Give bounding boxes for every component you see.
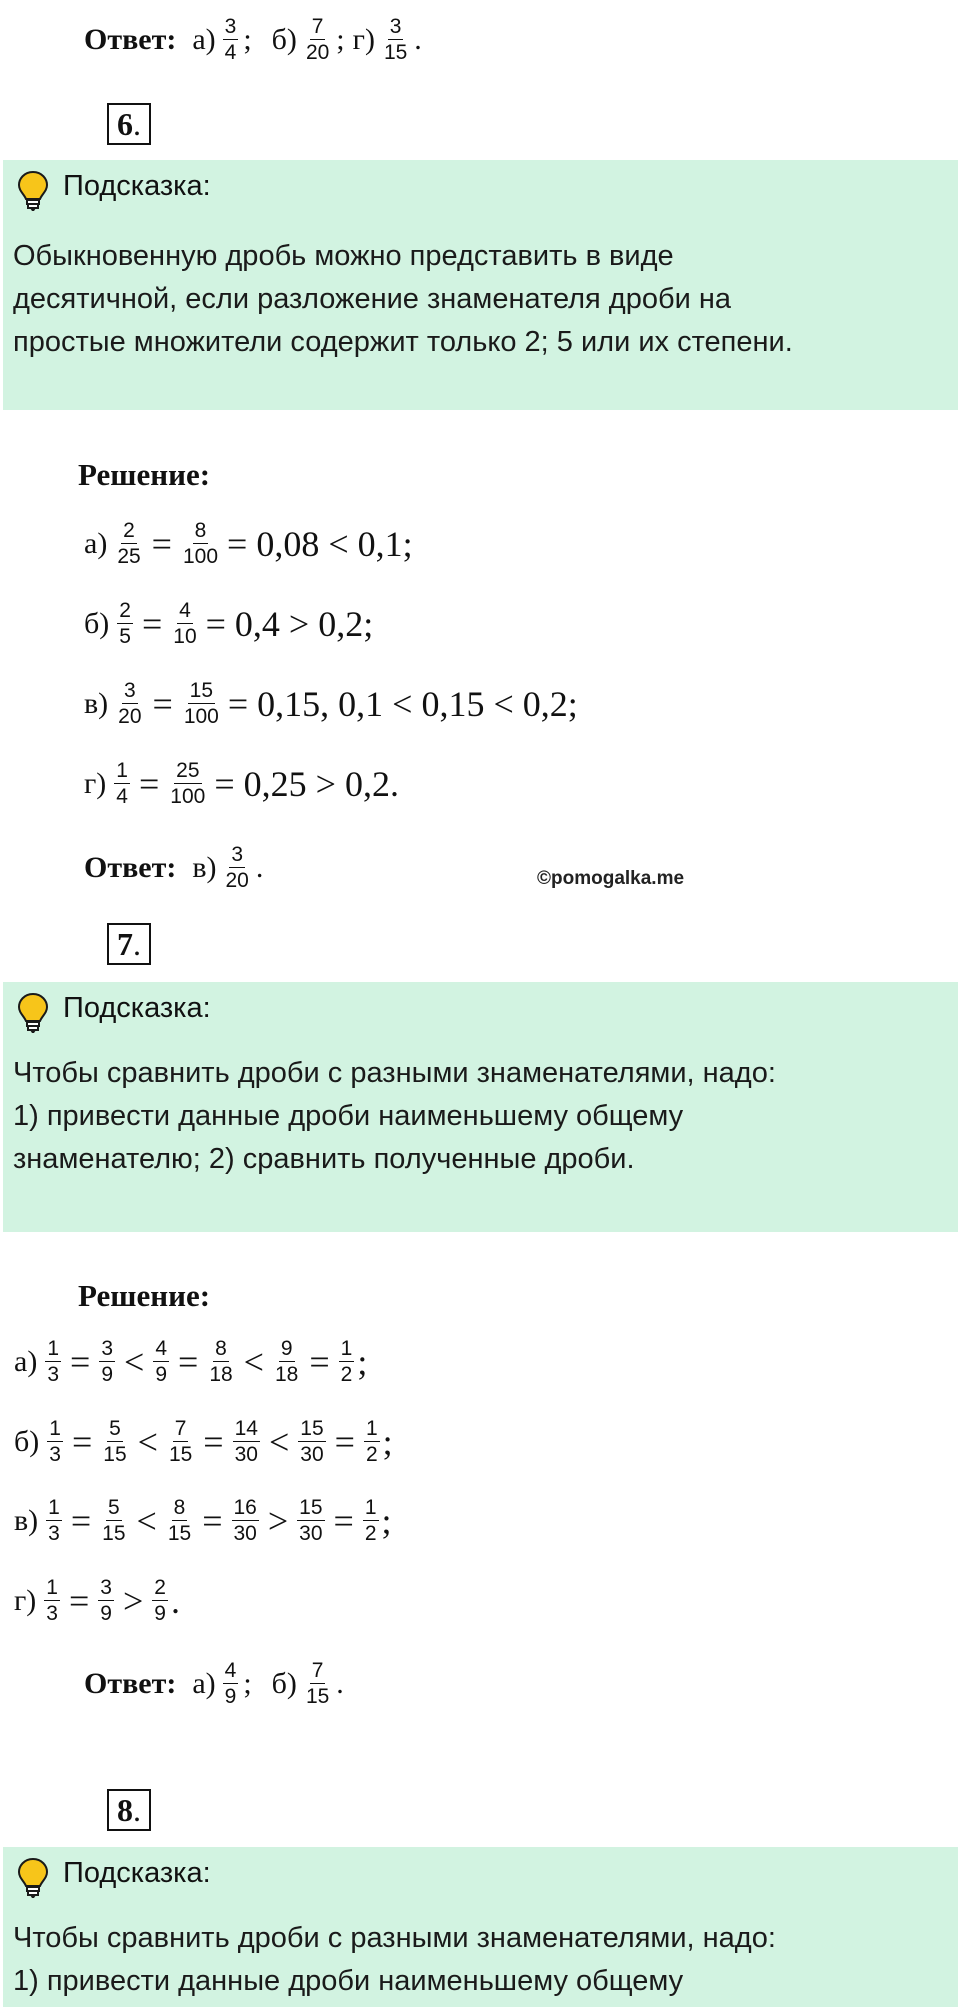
fraction: $\frac{1}{3}$ xyxy=(47,1337,59,1387)
fraction: $\frac{15}{100}$ xyxy=(183,679,219,729)
fraction: $\frac{16}{30}$ xyxy=(233,1496,257,1546)
answer-word: Ответ: xyxy=(84,850,177,884)
solution-line: б) $\frac{1}{3}$ = $\frac{5}{15}$ < $\frac{7}{15}$ = $\frac{14}{30}$ < $\frac{15}{30}$ = $\frac{1}{2}$ ; xyxy=(14,1417,393,1467)
lightbulb-icon xyxy=(17,992,49,1034)
fraction: $\frac{4}{10}$ xyxy=(173,599,197,649)
task-number-7: 7 . xyxy=(107,923,151,965)
solution-title: Решение: xyxy=(78,457,211,492)
fraction: $\frac{15}{30}$ xyxy=(299,1496,323,1546)
fraction: $\frac{1}{2}$ xyxy=(365,1417,378,1467)
fraction: $\frac{1}{2}$ xyxy=(340,1337,353,1387)
answer-word: Ответ: xyxy=(84,1666,177,1700)
fraction: $\frac{25}{100}$ xyxy=(170,759,206,809)
fraction: $\frac{7}{15}$ xyxy=(168,1417,193,1467)
fraction: $\frac{4}{9}$ xyxy=(155,1337,167,1387)
fraction: $\frac{1}{3}$ xyxy=(48,1496,60,1546)
fraction: $\frac{1}{2}$ xyxy=(364,1496,377,1546)
solution-line-a: а) $\frac{2}{25}$ = $\frac{8}{100}$ = 0,08 < 0,1; xyxy=(84,519,413,569)
hint-title: Подсказка: xyxy=(63,992,211,1024)
solution-line-d: г) $\frac{1}{4}$ = $\frac{25}{100}$ = 0,25 > 0,2. xyxy=(84,759,399,809)
answer-label: б) xyxy=(271,22,297,56)
fraction: $\frac{5}{15}$ xyxy=(102,1496,126,1546)
fraction: $\frac{2}{5}$ xyxy=(119,599,131,649)
fraction: $\frac{9}{18}$ xyxy=(274,1337,299,1387)
fraction: $\frac{2}{25}$ xyxy=(117,519,141,569)
lightbulb-icon xyxy=(17,1857,49,1899)
answer-label: б) xyxy=(271,1666,297,1700)
solution-line: в) $\frac{1}{3}$ = $\frac{5}{15}$ < $\frac{8}{15}$ = $\frac{16}{30}$ > $\frac{15}{30}$ = $\frac{1}{2}$ ; xyxy=(14,1496,392,1546)
fraction: $\frac{1}{3}$ xyxy=(49,1417,61,1467)
solution-line: г) $\frac{1}{3}$ = $\frac{3}{9}$ > $\frac{2}{9}$ . xyxy=(14,1576,180,1626)
fraction: $\frac{15}{30}$ xyxy=(300,1417,324,1467)
hint-text: Чтобы сравнить дроби с разными знаменателями, надо: 1) привести данные дроби наименьшему общему знаменателю; 2) сравнить полученные дроби. xyxy=(13,1057,776,1175)
fraction: $\frac{5}{15}$ xyxy=(103,1417,127,1467)
solution-line-b: б) $\frac{2}{5}$ = $\frac{4}{10}$ = 0,4 > 0,2; xyxy=(84,599,374,649)
lightbulb-icon xyxy=(17,170,49,212)
hint-box xyxy=(3,982,958,1232)
fraction: $\frac{8}{18}$ xyxy=(209,1337,233,1387)
fraction: $\frac{3}{20}$ xyxy=(118,679,142,729)
task7-answer: Ответ: а) $\frac{4}{9}$ ; б) $\frac{7}{15}$ . xyxy=(84,1659,344,1709)
fraction: $\frac{8}{15}$ xyxy=(167,1496,192,1546)
solution-title: Решение: xyxy=(78,1278,211,1313)
fraction: $\frac{3}{9}$ xyxy=(101,1337,113,1387)
hint-title: Подсказка: xyxy=(63,1857,211,1889)
answer-label: г) xyxy=(352,22,375,56)
answer-fraction: $\frac{3}{20}$ xyxy=(225,843,249,893)
fraction: $\frac{3}{9}$ xyxy=(100,1576,112,1626)
task-number-6: 6 . xyxy=(107,103,151,145)
answer-word: Ответ: xyxy=(84,22,177,56)
answer-fraction: $\frac{4}{9}$ xyxy=(224,1659,237,1709)
answer-label: в) xyxy=(192,850,217,884)
watermark: ©pomogalka.me xyxy=(537,868,685,889)
answer-fraction: $\frac{7}{15}$ xyxy=(305,1659,330,1709)
task6-answer: Ответ: в) $\frac{3}{20}$ . xyxy=(84,843,264,893)
fraction: $\frac{2}{9}$ xyxy=(154,1576,166,1626)
fraction: $\frac{1}{4}$ xyxy=(116,759,128,809)
task5-answer: Ответ: а) $\frac{3}{4}$ ; б) $\frac{7}{20}$ ; г) $\frac{3}{15}$ . xyxy=(84,15,422,65)
answer-fraction: $\frac{3}{15}$ xyxy=(383,15,408,65)
fraction: $\frac{1}{3}$ xyxy=(46,1576,58,1626)
solution-line-c: в) $\frac{3}{20}$ = $\frac{15}{100}$ = 0,15, 0,1 < 0,15 < 0,2; xyxy=(84,679,578,729)
answer-fraction: $\frac{7}{20}$ xyxy=(305,15,330,65)
answer-label: а) xyxy=(192,1666,216,1700)
fraction: $\frac{8}{100}$ xyxy=(182,519,219,569)
fraction: $\frac{14}{30}$ xyxy=(234,1417,258,1467)
solution-line: а) $\frac{1}{3}$ = $\frac{3}{9}$ < $\frac{4}{9}$ = $\frac{8}{18}$ < $\frac{9}{18}$ = $\frac{1}{2}$ ; xyxy=(14,1337,368,1387)
hint-text: Обыкновенную дробь можно представить в виде десятичной, если разложение знаменателя дроби на простые множители содержит только 2; 5 или их степени. xyxy=(13,240,793,358)
answer-fraction: $\frac{3}{4}$ xyxy=(224,15,237,65)
answer-label: а) xyxy=(192,22,216,56)
hint-box xyxy=(3,1847,958,2007)
hint-text: Чтобы сравнить дроби с разными знаменателями, надо: 1) привести данные дроби наименьшему общему xyxy=(13,1922,776,1997)
task-number-8: 8 . xyxy=(107,1789,151,1831)
hint-box xyxy=(3,160,958,410)
hint-title: Подсказка: xyxy=(63,170,211,202)
